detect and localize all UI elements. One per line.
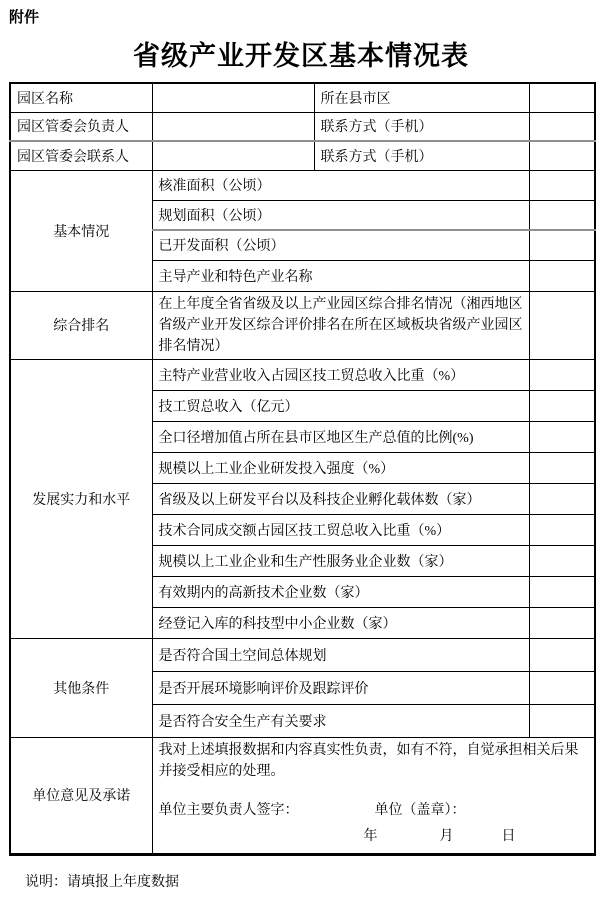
field-label-county: 所在县市区 [314,83,529,112]
input-cell-safety-compliance[interactable] [529,704,595,737]
input-cell-main-industry-revenue-share[interactable] [529,359,595,390]
item-label-rd-platforms: 省级及以上研发平台以及科技企业孵化载体数（家） [152,483,529,514]
item-label-tech-contract-share: 技术合同成交额占园区技工贸总收入比重（%） [152,514,529,545]
input-cell-overall-ranking[interactable] [529,291,595,359]
table-row [10,83,595,112]
date-month-label: 月 [439,828,454,844]
table-row [10,359,595,390]
input-cell-sme-registered[interactable] [529,607,595,638]
section-label-other-conditions: 其他条件 [10,638,152,737]
attachment-label: 附件 [9,10,40,26]
commitment-cell [152,737,595,854]
input-cell-contact[interactable] [152,141,314,170]
input-cell-contact-phone[interactable] [529,141,595,170]
item-label-added-value-ratio: 全口径增加值占所在县市区地区生产总值的比例(%) [152,421,529,452]
item-label-developed-area: 已开发面积（公顷） [152,230,529,260]
signature-label: 单位主要负责人签字： [158,802,299,818]
basic-info-form-table [9,82,596,856]
item-label-leading-industries: 主导产业和特色产业名称 [152,260,529,291]
item-label-land-plan-compliance: 是否符合国土空间总体规划 [152,638,529,671]
input-cell-land-plan-compliance[interactable] [529,638,595,671]
item-label-main-industry-revenue-share: 主特产业营业收入占园区技工贸总收入比重（%） [152,359,529,390]
item-label-total-revenue: 技工贸总收入（亿元） [152,390,529,421]
item-label-hightech-enterprises: 有效期内的高新技术企业数（家） [152,576,529,607]
input-cell-developed-area[interactable] [529,230,595,260]
table-row [10,112,595,141]
item-label-approved-area: 核准面积（公顷） [152,170,529,200]
input-cell-leading-industries[interactable] [529,260,595,291]
item-label-overall-ranking: 在上年度全省省级及以上产业园区综合排名情况（湘西地区省级产业开发区综合评价排名在所在区域板块省级产业园区排名情况） [152,291,529,359]
input-cell-eia-evaluation[interactable] [529,671,595,704]
section-label-strength: 发展实力和水平 [10,359,152,638]
commitment-statement: 我对上述填报数据和内容真实性负责，如有不符，自觉承担相关后果并接受相应的处理。 [158,742,579,779]
date-year-label: 年 [363,828,378,844]
input-cell-rd-intensity[interactable] [529,452,595,483]
item-label-safety-compliance: 是否符合安全生产有关要求 [152,704,529,737]
input-cell-director-phone[interactable] [529,112,595,141]
input-cell-planned-area[interactable] [529,200,595,230]
section-label-ranking: 综合排名 [10,291,152,359]
date-day-label: 日 [501,828,516,844]
input-cell-county[interactable] [529,83,595,112]
input-cell-park-name[interactable] [152,83,314,112]
item-label-enterprise-count: 规模以上工业企业和生产性服务业企业数（家） [152,545,529,576]
item-label-eia-evaluation: 是否开展环境影响评价及跟踪评价 [152,671,529,704]
input-cell-director[interactable] [152,112,314,141]
field-label-contact: 园区管委会联系人 [10,141,152,170]
input-cell-enterprise-count[interactable] [529,545,595,576]
input-cell-tech-contract-share[interactable] [529,514,595,545]
item-label-planned-area: 规划面积（公顷） [152,200,529,230]
item-label-sme-registered: 经登记入库的科技型中小企业数（家） [152,607,529,638]
table-row [10,170,595,200]
input-cell-added-value-ratio[interactable] [529,421,595,452]
item-label-rd-intensity: 规模以上工业企业研发投入强度（%） [152,452,529,483]
field-label-park-name: 园区名称 [10,83,152,112]
page-title: 省级产业开发区基本情况表 [133,41,469,71]
field-label-contact-phone: 联系方式（手机） [314,141,529,170]
table-row [10,737,595,854]
footnote: 说明：请填报上年度数据 [25,874,179,890]
table-row [10,638,595,671]
input-cell-rd-platforms[interactable] [529,483,595,514]
table-row [10,291,595,359]
input-cell-approved-area[interactable] [529,170,595,200]
date-row [159,826,589,847]
input-cell-total-revenue[interactable] [529,390,595,421]
section-label-commitment: 单位意见及承诺 [10,737,152,854]
signature-row [159,800,589,821]
seal-label: 单位（盖章）： [374,802,466,818]
table-row [10,141,595,170]
input-cell-hightech-enterprises[interactable] [529,576,595,607]
field-label-director-phone: 联系方式（手机） [314,112,529,141]
section-label-basic-info: 基本情况 [10,170,152,291]
field-label-director: 园区管委会负责人 [10,112,152,141]
